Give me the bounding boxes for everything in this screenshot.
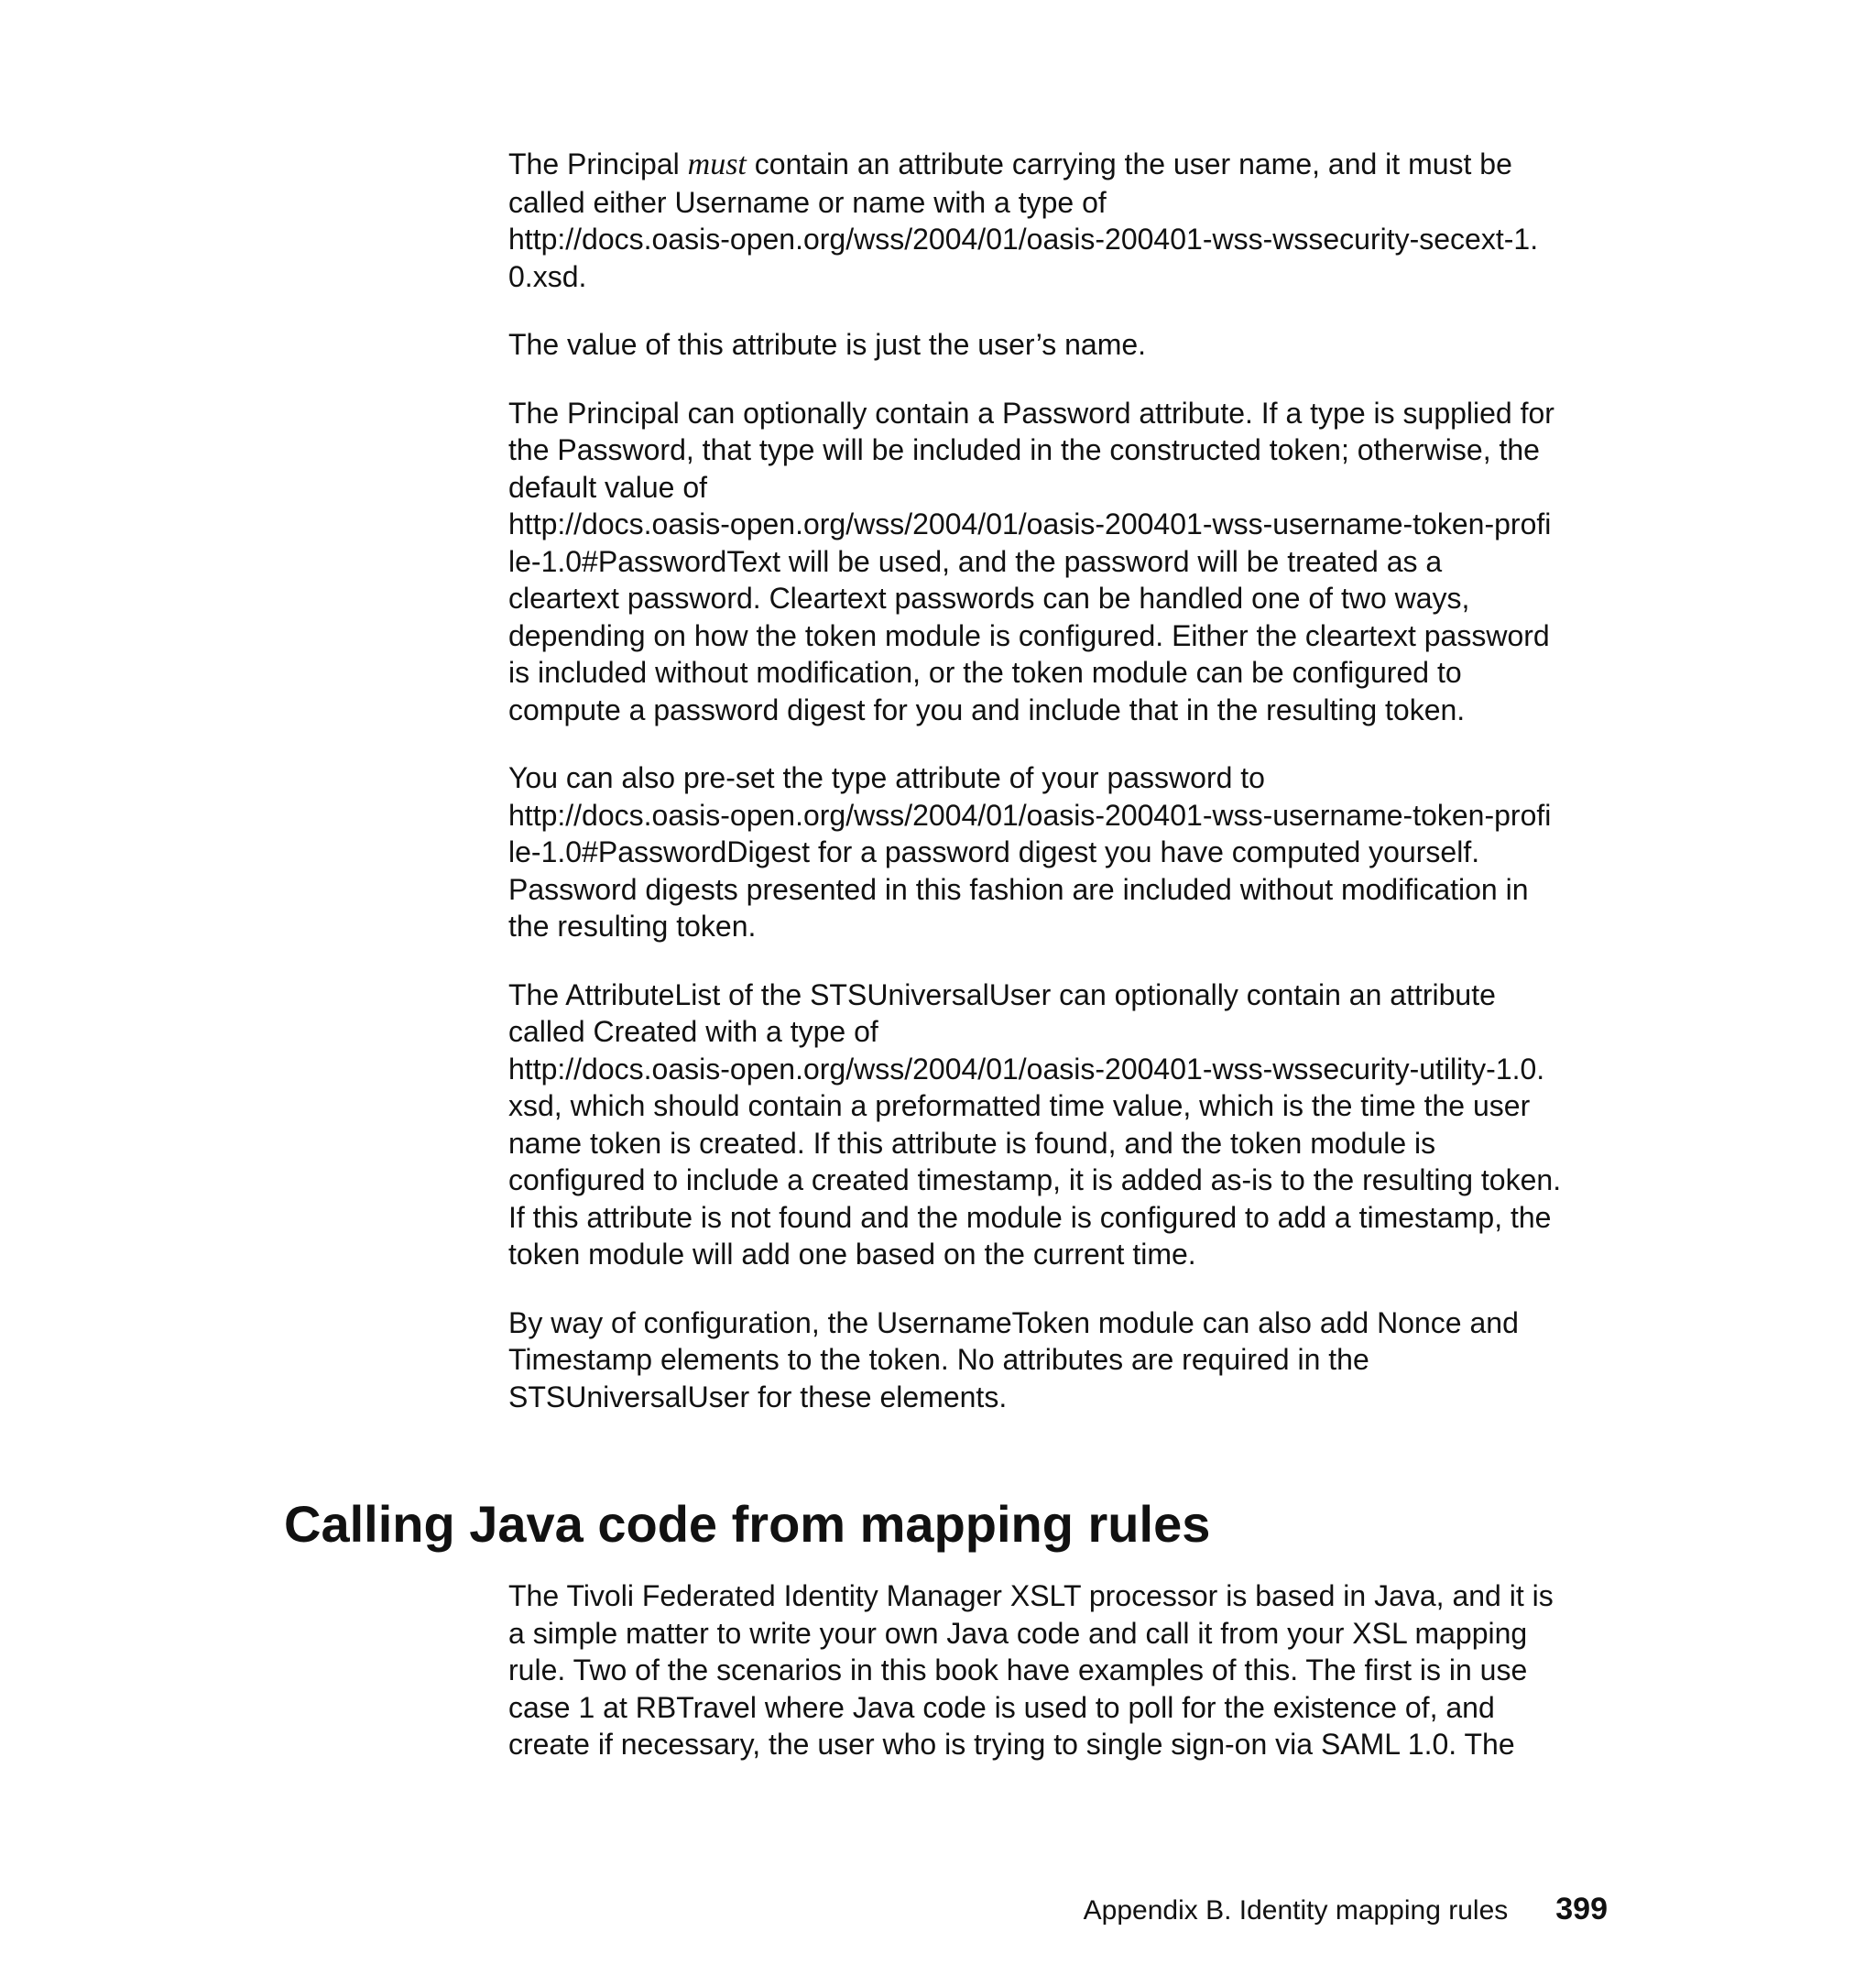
section-heading: Calling Java code from mapping rules	[284, 1495, 1211, 1553]
body-text-lower	[508, 1577, 1608, 1795]
emphasis-must: must	[687, 147, 747, 181]
paragraph-text: contain an attribute carrying the user name, and it must be called either Username or name with a type of http://docs.oasis-open.org/wss/2004/01/oasis-200401-wss-wssecurity-secext-1. 0.xsd.	[508, 147, 1539, 293]
body-text-upper	[508, 146, 1608, 1446]
paragraph-password-attribute: The Principal can optionally contain a Password attribute. If a type is supplied for the Password, that type will be included in the constructed token; otherwise, the default value of http://docs.oasis-open.org/wss/2004/01/oasis-200401-wss-username-token-profi le-1.0#PasswordText will be used, and the password will be treated as a cleartext password. Cleartext passwords can be handled one of two ways, depending on how the token module is configured. Either the cleartext password is included without modification, or the token module can be configured to compute a password digest for you and include that in the resulting token.	[508, 396, 1554, 726]
paragraph-nonce-timestamp: By way of configuration, the UsernameToken module can also add Nonce and Timestamp elements to the token. No attributes are required in the STSUniversalUser for these elements.	[508, 1305, 1519, 1413]
page-footer	[1053, 1892, 1608, 1937]
paragraph-attribute-value: The value of this attribute is just the user’s name.	[508, 328, 1147, 361]
paragraph-principal-username	[508, 146, 1608, 295]
paragraph-created-attribute: The AttributeList of the STSUniversalUser can optionally contain an attribute called Created with a type of http://docs.oasis-open.org/wss/2004/01/oasis-200401-wss-wssecurity-utility-1.0. xsd, which should contain a preformatted time value, which is the time the user name token is created. If this attribute is found, and the token module is configured to include a created timestamp, it is added as-is to the resulting token. If this attribute is not found and the module is configured to add a timestamp, the token module will add one based on the current time.	[508, 977, 1562, 1271]
page-number: 399	[1555, 1892, 1608, 1926]
paragraph-password-digest: You can also pre-set the type attribute of your password to http://docs.oasis-open.org/wss/2004/01/oasis-200401-wss-username-token-profi le-1.0#PasswordDigest for a password digest you have computed yourself. Password digests presented in this fashion are included without modification in the resulting token.	[508, 761, 1552, 943]
footer-chapter-label: Appendix B. Identity mapping rules	[1083, 1895, 1509, 1926]
paragraph-java-xslt: The Tivoli Federated Identity Manager XSLT processor is based in Java, and it is a simple matter to write your own Java code and call it from your XSL mapping rule. Two of the scenarios in this book have examples of this. The first is in use case 1 at RBTravel where Java code is used to poll for the existence of, and create if necessary, the user who is trying to single sign-on via SAML 1.0. The	[508, 1579, 1554, 1761]
paragraph-text: The Principal	[508, 147, 688, 180]
